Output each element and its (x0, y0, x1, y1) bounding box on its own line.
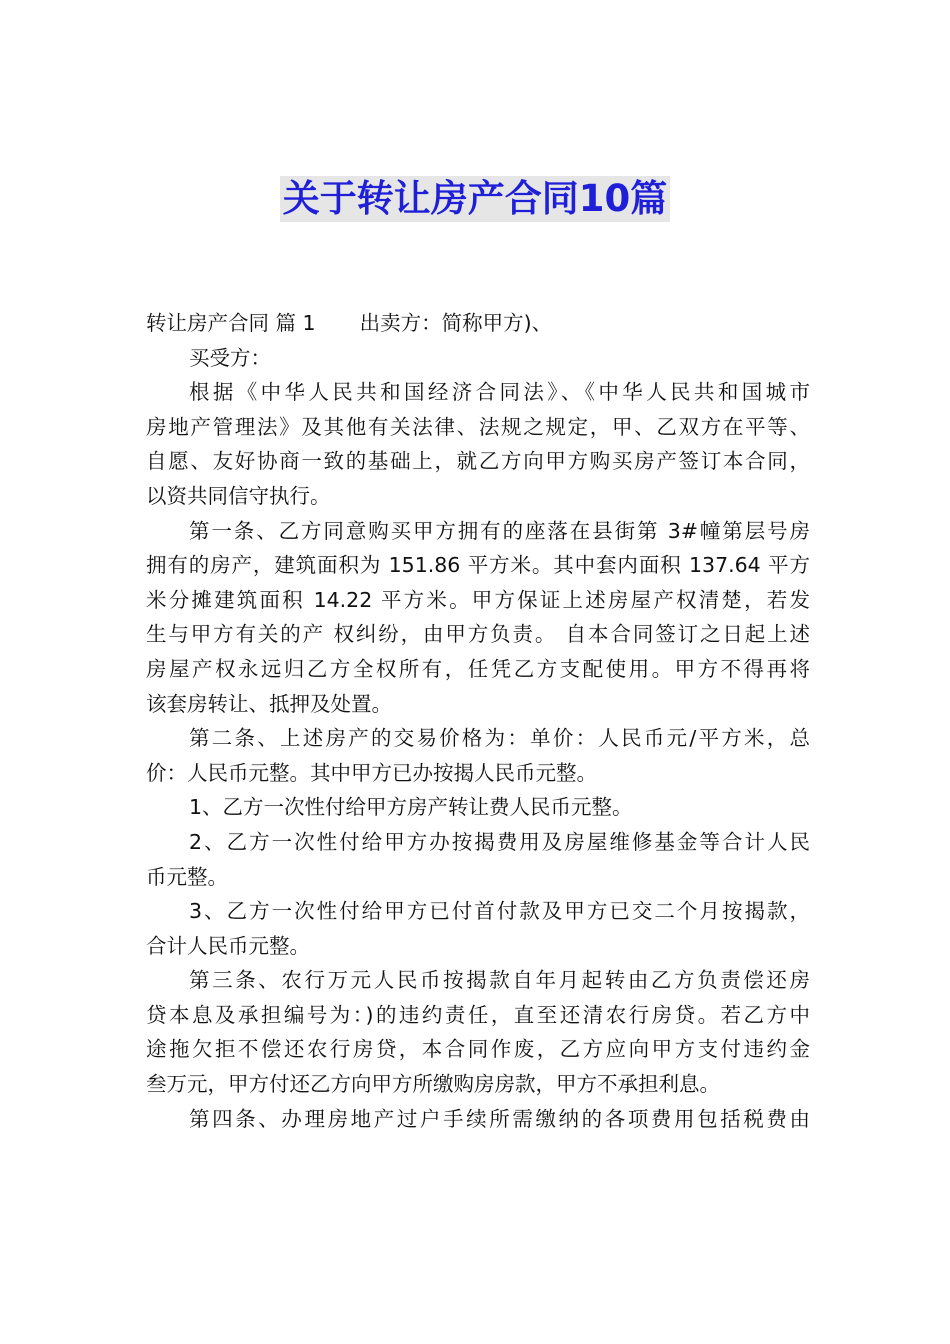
paragraph-line: 途拖欠拒不偿还农行房贷，本合同作废，乙方应向甲方支付违约金 (146, 1037, 810, 1062)
contract-heading: 转让房产合同 篇 1 (146, 311, 316, 335)
header-line (146, 306, 810, 341)
paragraph-line: 第二条、上述房产的交易价格为：单价：人民币元/平方米，总 (189, 726, 810, 751)
seller-label: 出卖方：简称甲方)、 (359, 311, 553, 335)
paragraph-line: 第四条、办理房地产过户手续所需缴纳的各项费用包括税费由 (189, 1106, 810, 1131)
paragraph-line: 合计人民币元整。 (146, 933, 310, 958)
document-title: 关于转让房产合同10篇 (280, 176, 671, 222)
paragraph-line: 买受方： (189, 345, 271, 370)
paragraph-line: 价：人民币元整。其中甲方已办按揭人民币元整。 (146, 760, 597, 785)
paragraph-line: 该套房转让、抵押及处置。 (146, 691, 392, 716)
paragraph-line: 1、乙方一次性付给甲方房产转让费人民币元整。 (189, 795, 633, 820)
paragraph-line: 第一条、乙方同意购买甲方拥有的座落在县街第 3#幢第层号房 (189, 518, 810, 543)
paragraph-line: 米分摊建筑面积 14.22 平方米。甲方保证上述房屋产权清楚，若发 (146, 587, 810, 612)
paragraph-line: 房屋产权永远归乙方全权所有，任凭乙方支配使用。甲方不得再将 (146, 656, 810, 681)
paragraph-line: 生与甲方有关的产 权纠纷，由甲方负责。 自本合同签订之日起上述 (146, 622, 810, 647)
paragraph-line: 第三条、农行万元人民币按揭款自年月起转由乙方负责偿还房 (189, 968, 810, 993)
paragraph-line: 币元整。 (146, 864, 228, 889)
title-container (0, 176, 950, 222)
paragraph-line: 2、乙方一次性付给甲方办按揭费用及房屋维修基金等合计人民 (189, 829, 810, 854)
paragraph-line: 自愿、友好协商一致的基础上，就乙方向甲方购买房产签订本合同， (146, 449, 810, 474)
paragraph-line: 房地产管理法》及其他有关法律、法规之规定，甲、乙双方在平等、 (146, 414, 810, 439)
paragraph-line: 以资共同信守执行。 (146, 483, 331, 508)
paragraph-line: 根据《中华人民共和国经济合同法》、《中华人民共和国城市 (189, 380, 810, 405)
paragraph-line: 3、乙方一次性付给甲方已付首付款及甲方已交二个月按揭款， (189, 899, 810, 924)
paragraph-line: 拥有的房产，建筑面积为 151.86 平方米。其中套内面积 137.64 平方 (146, 553, 810, 578)
paragraph-line: 叁万元，甲方付还乙方向甲方所缴购房房款，甲方不承担利息。 (146, 1072, 720, 1097)
paragraph-line: 贷本息及承担编号为：)的违约责任，直至还清农行房贷。若乙方中 (146, 1002, 810, 1027)
document-body (146, 306, 810, 1136)
